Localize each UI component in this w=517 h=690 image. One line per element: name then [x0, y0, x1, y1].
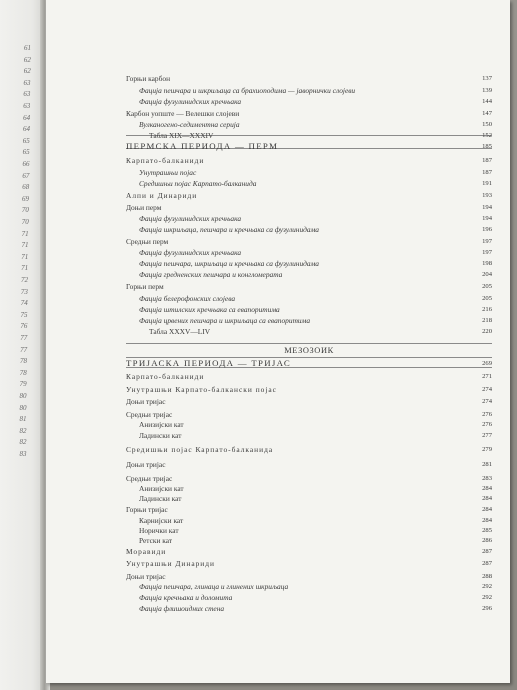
toc-entry-page: 220: [482, 328, 492, 335]
toc-entry-title: Анизијски кат: [139, 420, 184, 429]
toc-entry-title: Фација белерофонских слојева: [139, 294, 236, 303]
toc-entry-title: Фација фузулинидских кречњака: [139, 214, 242, 223]
toc-entry-page: 296: [482, 605, 492, 612]
toc-entry-page: 193: [482, 192, 492, 199]
left-page-number: 63: [23, 78, 31, 87]
toc-entry-page: 205: [482, 283, 492, 290]
left-page-number: 78: [19, 368, 27, 377]
left-page-number: 80: [19, 403, 27, 412]
left-page-number: 74: [20, 299, 28, 308]
toc-entry-title: Фација фузулинидских кречњака: [139, 248, 242, 257]
left-page-number: 67: [22, 171, 30, 180]
toc-entry-title: Табла XXXV—LIV: [149, 327, 211, 336]
toc-entry-title: Фација гредненских пешчара и конгломерата: [139, 270, 283, 279]
left-page-number: 82: [19, 438, 27, 447]
toc-entry-page: 152: [482, 132, 492, 139]
toc-entry-title: Доњи тријас: [126, 460, 166, 469]
toc-entry-page: 197: [482, 238, 492, 245]
toc-entry-page: 185: [482, 143, 492, 150]
toc-entry-title: Горњи тријас: [126, 505, 168, 514]
left-page-number: 70: [21, 218, 29, 226]
toc-entry-title: Унутрашњи Динариди: [126, 559, 215, 568]
left-page-number: 77: [20, 334, 28, 342]
toc-entry-page: 271: [482, 373, 492, 380]
toc-entry-title: Фација пешчара, глинаца и глинених шкриљаца: [139, 582, 289, 591]
left-page-number: 62: [23, 55, 31, 64]
toc-entry-page: 277: [482, 432, 492, 439]
toc-entry-title: Карбон уопште — Велешки слојеви: [126, 109, 240, 118]
toc-entry-title: Моравиди: [126, 547, 167, 556]
toc-entry-page: 284: [482, 495, 492, 502]
toc-entry-page: 269: [482, 360, 492, 367]
left-page-number: 75: [20, 310, 28, 319]
toc-entry-page: 147: [482, 110, 492, 117]
toc-entry-title: Унутрашњи Карпато-балкански појас: [126, 385, 277, 394]
toc-entry-page: 292: [482, 583, 492, 590]
toc-entry-page: 288: [482, 573, 492, 580]
left-page-number: 61: [24, 44, 31, 52]
section-rule: [126, 343, 492, 344]
toc-entry-title: Ладински кат: [139, 431, 182, 440]
left-page-number: 64: [23, 113, 31, 122]
toc-entry-title: Алпи и Динариди: [126, 191, 198, 200]
toc-entry-title: ПЕРМСКА ПЕРИОДА — ПЕРМ: [126, 141, 279, 151]
left-page-number: 83: [19, 450, 27, 458]
toc-entry-title: Карпато-балканиди: [126, 372, 205, 381]
toc-entry-page: 137: [482, 75, 492, 82]
left-page-number: 71: [21, 241, 29, 250]
toc-entry-title: Карпато-балканиди: [126, 156, 205, 165]
toc-entry-title: Фација кречњака и доломита: [139, 593, 233, 602]
toc-entry-title: Вулканогено-седиментна серија: [139, 120, 240, 129]
toc-entry-title: Фација пешчара, шкриљаца и кречњака са фузулинидама: [139, 259, 319, 268]
left-page-number: 76: [20, 322, 28, 331]
left-page-number: 79: [19, 380, 27, 389]
toc-entry-title: Фација штилских кречњака са евапоритима: [139, 305, 280, 314]
toc-entry-title: Средишњи појас Карпато-балканида: [126, 445, 274, 454]
toc-entry-page: 197: [482, 249, 492, 256]
left-page-number: 64: [22, 125, 30, 134]
toc-entry-page: 292: [482, 594, 492, 601]
left-page-number: 65: [22, 136, 30, 145]
left-page-number: 63: [23, 102, 31, 110]
toc-entry-page: 194: [482, 215, 492, 222]
toc-entry-page: 279: [482, 446, 492, 453]
toc-entry-page: 204: [482, 271, 492, 278]
toc-entry-title: Средњи тријас: [126, 474, 173, 483]
toc-entry-title: Фација пешчара и шкриљаца са брахиоподима — јаворнички слојеви: [139, 86, 356, 95]
left-page-number: 81: [19, 415, 27, 424]
toc-entry-title: Ретски кат: [139, 536, 173, 545]
toc-entry-title: Доњи тријас: [126, 572, 166, 581]
toc-entry-page: 187: [482, 157, 492, 164]
toc-entry-page: 150: [482, 121, 492, 128]
left-page-number: 73: [20, 287, 28, 296]
toc-entry-page: 276: [482, 421, 492, 428]
left-page-number: 66: [22, 160, 30, 168]
toc-entry-page: 284: [482, 485, 492, 492]
toc-entry-page: 205: [482, 295, 492, 302]
left-page-number: 70: [21, 206, 29, 215]
toc-entry-page: 196: [482, 226, 492, 233]
toc-entry-page: 198: [482, 260, 492, 267]
toc-entry-page: 274: [482, 398, 492, 405]
toc-entry-title: Фација флишоидних стена: [139, 604, 225, 613]
toc-entry-title: Анизијски кат: [139, 484, 184, 493]
toc-entry-title: Ладински кат: [139, 494, 182, 503]
left-page-number: 65: [22, 148, 30, 157]
toc-entry-page: 286: [482, 537, 492, 544]
toc-entry-page: 276: [482, 411, 492, 418]
toc-entry-page: 284: [482, 506, 492, 513]
toc-entry-page: 139: [482, 87, 492, 94]
left-page-number: 71: [21, 252, 29, 261]
toc-entry-page: 287: [482, 560, 492, 567]
toc-entry-title: Горњи перм: [126, 282, 164, 291]
toc-entry-title: МЕЗОЗОИК: [284, 346, 334, 355]
toc-entry-page: 284: [482, 517, 492, 524]
contents-page: [46, 0, 510, 683]
toc-entry-page: 281: [482, 461, 492, 468]
toc-entry-page: 218: [482, 317, 492, 324]
toc-entry-page: 285: [482, 527, 492, 534]
toc-entry-title: Табла XIX—XXXIV: [149, 131, 214, 140]
toc-entry-title: Доњи тријас: [126, 397, 166, 406]
toc-entry-page: 144: [482, 98, 492, 105]
left-page-number: 80: [19, 392, 27, 400]
toc-entry-page: 274: [482, 386, 492, 393]
left-page-number: 71: [21, 264, 29, 273]
left-page-number: 71: [21, 229, 29, 238]
left-page-number: 69: [22, 194, 30, 203]
toc-entry-title: Средњи перм: [126, 237, 169, 246]
toc-entry-page: 216: [482, 306, 492, 313]
left-page-number: 72: [21, 276, 28, 284]
toc-entry-title: Норички кат: [139, 526, 179, 535]
toc-entry-title: Фација фузулинидских кречњака: [139, 97, 242, 106]
toc-entry-title: Фација шкриљаца, пешчара и кречњака са фузулинидама: [139, 225, 319, 234]
left-page-number: 78: [19, 357, 27, 366]
toc-entry-title: Унутрашњи појас: [139, 168, 197, 177]
toc-entry-page: 187: [482, 169, 492, 176]
toc-entry-page: 194: [482, 204, 492, 211]
toc-entry-page: 287: [482, 548, 492, 555]
toc-entry-title: Средњи тријас: [126, 410, 173, 419]
toc-entry-title: ТРИЈАСКА ПЕРИОДА — ТРИЈАС: [126, 358, 292, 368]
toc-entry-title: Средишњи појас Карпато-балканида: [139, 179, 257, 188]
toc-entry-title: Карнијски кат: [139, 516, 184, 525]
left-page-number: 82: [19, 426, 27, 435]
left-page-number: 77: [20, 345, 28, 354]
toc-entry-title: Доњи перм: [126, 203, 162, 212]
left-page-number: 68: [22, 183, 30, 192]
toc-entry-title: Горњи карбон: [126, 74, 171, 83]
toc-entry-page: 191: [482, 180, 492, 187]
toc-entry-title: Фација црвених пешчара и шкриљаца са евапоритима: [139, 316, 311, 325]
left-page-number: 63: [23, 90, 31, 99]
left-page-number: 62: [23, 67, 31, 76]
toc-entry-page: 283: [482, 475, 492, 482]
